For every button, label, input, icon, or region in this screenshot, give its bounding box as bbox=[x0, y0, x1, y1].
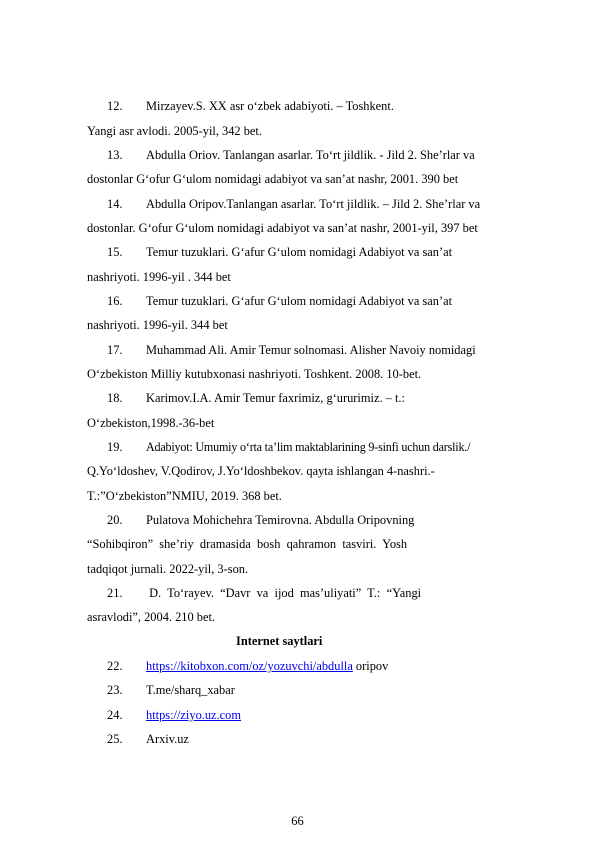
ref-text: Pulatova Mohichehra Temirovna. Abdulla Oripovning bbox=[146, 513, 415, 527]
ref-text: Mirzayev.S. XX asr o‘zbek adabiyoti. – Toshkent. bbox=[146, 99, 394, 113]
ref-text: Muhammad Ali. Amir Temur solnomasi. Alisher Navoiy nomidagi bbox=[146, 343, 476, 357]
ref-number: 12. bbox=[107, 99, 123, 113]
ref-text-continued: nashriyoti. 1996-yil. 344 bet bbox=[87, 318, 228, 332]
ref-text-continued: Q.Yo‘ldoshev, V.Qodirov, J.Yo‘ldoshbekov. qayta ishlangan 4-nashri.- bbox=[87, 464, 435, 478]
website-text: T.me/sharq_xabar bbox=[146, 683, 235, 697]
ref-text-continued: T.:”O‘zbekiston”NMIU, 2019. 368 bet. bbox=[87, 489, 282, 503]
ref-number: 21. bbox=[107, 586, 123, 600]
website-entry bbox=[146, 659, 388, 674]
ref-text-continued: O‘zbekiston,1998.-36-bet bbox=[87, 416, 215, 430]
ref-text-continued: “Sohibqiron” she’riy dramasida bosh qahramon tasviri. Yosh bbox=[87, 537, 408, 551]
ref-text-continued: asravlodi”, 2004. 210 bet. bbox=[87, 610, 216, 624]
ref-text: Adabiyot: Umumiy o‘rta ta’lim maktablarining 9-sinfi uchun darslik./ bbox=[146, 440, 471, 454]
ref-number: 15. bbox=[107, 245, 123, 259]
website-number: 24. bbox=[107, 708, 123, 722]
website-suffix: oripov bbox=[352, 659, 389, 673]
ref-number: 13. bbox=[107, 148, 123, 162]
website-number: 23. bbox=[107, 683, 123, 697]
ref-text-continued: tadqiqot jurnali. 2022-yil, 3-son. bbox=[87, 562, 249, 576]
section-heading: Internet saytlari bbox=[236, 634, 323, 648]
ref-text: Abdulla Oripov.Tanlangan asarlar. To‘rt jildlik. – Jild 2. She’rlar va bbox=[146, 197, 481, 211]
website-entry bbox=[146, 708, 241, 723]
ref-text: D. To‘rayev. “Davr va ijod mas’uliyati” T.: “Yangi bbox=[146, 586, 422, 600]
ref-text-continued: dostonlar G‘ofur G‘ulom nomidagi adabiyot va san’at nashr, 2001. 390 bet bbox=[87, 172, 459, 186]
website-text: Arxiv.uz bbox=[146, 732, 189, 746]
ref-text-continued: dostonlar. G‘ofur G‘ulom nomidagi adabiyot va san’at nashr, 2001-yil, 397 bet bbox=[87, 221, 478, 235]
ref-text: Karimov.I.A. Amir Temur faxrimiz, g‘ururimiz. – t.: bbox=[146, 391, 405, 405]
ref-number: 17. bbox=[107, 343, 123, 357]
ref-number: 14. bbox=[107, 197, 123, 211]
website-link[interactable]: https://ziyo.uz.com bbox=[146, 708, 241, 722]
website-number: 22. bbox=[107, 659, 123, 673]
ref-number: 20. bbox=[107, 513, 123, 527]
website-link[interactable]: https://kitobxon.com/oz/yozuvchi/abdulla bbox=[146, 659, 353, 673]
ref-text-continued: O‘zbekiston Milliy kutubxonasi nashriyoti. Toshkent. 2008. 10-bet. bbox=[87, 367, 422, 381]
page-number: 66 bbox=[291, 814, 304, 828]
ref-text: Temur tuzuklari. G‘afur G‘ulom nomidagi Adabiyot va san’at bbox=[146, 294, 453, 308]
ref-text: Temur tuzuklari. G‘afur G‘ulom nomidagi Adabiyot va san’at bbox=[146, 245, 453, 259]
ref-number: 16. bbox=[107, 294, 123, 308]
website-number: 25. bbox=[107, 732, 123, 746]
ref-text-continued: nashriyoti. 1996-yil . 344 bet bbox=[87, 270, 231, 284]
ref-text-continued: Yangi asr avlodi. 2005-yil, 342 bet. bbox=[87, 124, 262, 138]
ref-number: 19. bbox=[107, 440, 123, 454]
ref-number: 18. bbox=[107, 391, 123, 405]
ref-text: Abdulla Oriov. Tanlangan asarlar. To‘rt jildlik. - Jild 2. She’rlar va bbox=[146, 148, 475, 162]
